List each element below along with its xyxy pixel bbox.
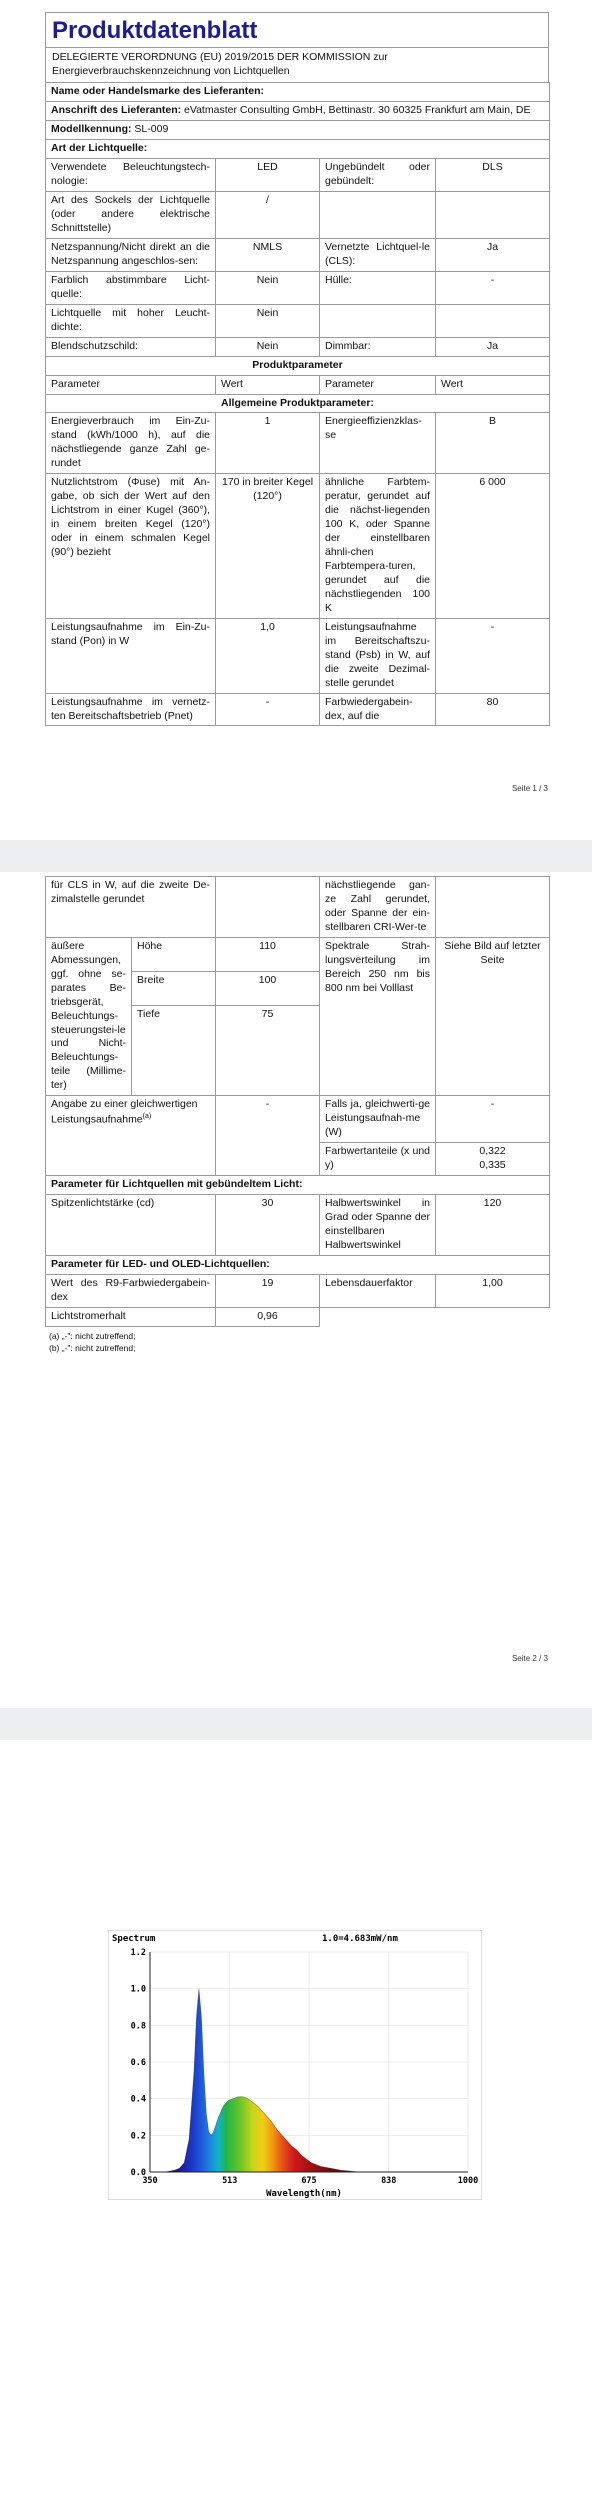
type-value: LED xyxy=(216,159,320,192)
type-row xyxy=(46,192,550,239)
column-header-parameter: Parameter xyxy=(46,375,216,394)
param-value xyxy=(436,877,550,938)
chart-scale-note: 1.0=4.683mW/nm xyxy=(322,1934,398,1944)
footnote-a: (a) „-": nicht zutreffend; xyxy=(49,1330,136,1341)
param-label: Spitzenlichtstärke (cd) xyxy=(46,1195,216,1256)
chart-title: Spectrum xyxy=(112,1934,156,1944)
type-label: Blendschutzschild: xyxy=(46,337,216,356)
type-label: Art des Sockels der Lichtquelle (oder andere elektrische Schnittstelle) xyxy=(46,192,216,239)
column-header-parameter: Parameter xyxy=(320,375,436,394)
param-value xyxy=(216,877,320,938)
general-params-header: Allgemeine Produktparameter: xyxy=(46,394,550,413)
type-label: Dimmbar: xyxy=(320,337,436,356)
address-row xyxy=(46,102,550,121)
chromaticity-x: 0,322 xyxy=(479,1145,506,1158)
param-value: - xyxy=(436,618,550,693)
page-1 xyxy=(0,0,592,840)
param-value: 80 xyxy=(436,693,550,726)
param-label: nächstliegende gan-ze Zahl gerundet, oder Spanne der ein-stellbaren CRI-Wer-te xyxy=(320,877,436,938)
y-tick-label: 0.8 xyxy=(130,2021,146,2032)
x-tick-label: 350 xyxy=(142,2176,158,2186)
address-value: eVatmaster Consulting GmbH, Bettinastr. 30 60325 Frankfurt am Main, DE xyxy=(184,104,531,117)
type-header-row xyxy=(46,140,550,159)
page-separator xyxy=(0,840,592,872)
param-label: Leistungsaufnahme im vernetz-ten Bereitschaftsbetrieb (Pnet) xyxy=(46,693,216,726)
column-header-row xyxy=(46,375,550,394)
type-row xyxy=(46,304,550,337)
model-row xyxy=(46,121,550,140)
type-value: - xyxy=(436,271,550,304)
datasheet-frame xyxy=(45,876,549,1355)
y-tick-label: 0.2 xyxy=(130,2131,146,2142)
type-row xyxy=(46,271,550,304)
param-label: Farbwiedergabein-dex, auf die xyxy=(320,693,436,726)
param-row xyxy=(46,413,550,474)
y-tick-label: 1.0 xyxy=(130,1984,146,1995)
param-value: 0,96 xyxy=(216,1307,320,1326)
dls-header-row xyxy=(46,1176,550,1195)
spectral-value: Siehe Bild auf letzter Seite xyxy=(436,937,550,1095)
param-value: 6 000 xyxy=(436,474,550,619)
param-value: - xyxy=(216,693,320,726)
type-header: Art der Lichtquelle: xyxy=(46,140,550,159)
column-header-value: Wert xyxy=(216,375,320,394)
type-value xyxy=(436,192,550,239)
equivalent-power-value: - xyxy=(436,1096,550,1143)
param-value: 120 xyxy=(436,1195,550,1256)
type-label: Hülle: xyxy=(320,271,436,304)
param-label: Leistungsaufnahme im Ein-Zu-stand (Pon) in W xyxy=(46,618,216,693)
equivalent-row xyxy=(46,1096,550,1143)
param-label: Lichtstromerhalt xyxy=(46,1307,216,1326)
y-tick-label: 0.4 xyxy=(130,2094,146,2105)
page-2 xyxy=(0,872,592,1708)
chromaticity-y: 0,335 xyxy=(479,1159,506,1172)
chart-x-axis-label: Wavelength(nm) xyxy=(266,2189,342,2199)
regulation-subtitle: DELEGIERTE VERORDNUNG (EU) 2019/2015 DER KOMMISSION zur Energieverbrauchskennzeichnung von Lichtquellen xyxy=(45,47,549,82)
general-header-row xyxy=(46,394,550,413)
type-value: Nein xyxy=(216,304,320,337)
type-label: Lichtquelle mit hoher Leucht-dichte: xyxy=(46,304,216,337)
model-label: Modellkennung: xyxy=(51,123,132,136)
dimension-value: 110 xyxy=(216,937,320,971)
param-row xyxy=(46,618,550,693)
product-params-header-row xyxy=(46,356,550,375)
param-row xyxy=(46,1307,550,1326)
type-row xyxy=(46,238,550,271)
type-label: Vernetzte Lichtquel-le (CLS): xyxy=(320,238,436,271)
x-tick-label: 513 xyxy=(222,2176,238,2186)
param-value: B xyxy=(436,413,550,474)
page-number: Seite 1 / 3 xyxy=(511,784,548,793)
param-label: Leistungsaufnahme im Bereitschaftszu-stand (Psb) in W, auf die zweite Dezimal-stelle gerundet xyxy=(320,618,436,693)
y-tick-label: 0.6 xyxy=(130,2058,146,2068)
continued-row xyxy=(46,877,550,938)
type-value: Ja xyxy=(436,238,550,271)
x-tick-label: 838 xyxy=(381,2176,397,2186)
param-label: Energieeffizienzklas-se xyxy=(320,413,436,474)
type-label: Netzspannung/Nicht direkt an die Netzspannung angeschlos-sen: xyxy=(46,238,216,271)
param-label: Energieverbrauch im Ein-Zu-stand (kWh/1000 h), auf die nächstliegende ganze Zahl ge-rundet xyxy=(46,413,216,474)
page-title: Produktdatenblatt xyxy=(45,12,549,47)
dls-params-header: Parameter für Lichtquellen mit gebündeltem Licht: xyxy=(46,1176,550,1195)
dimension-name: Tiefe xyxy=(132,1006,216,1096)
page-3 xyxy=(0,1740,592,2510)
model-value: SL-009 xyxy=(134,123,169,136)
param-row xyxy=(46,693,550,726)
param-row xyxy=(46,1195,550,1256)
param-value: 1 xyxy=(216,413,320,474)
param-row xyxy=(46,474,550,619)
dimensions-row xyxy=(46,937,550,971)
type-label: Verwendete Beleuchtungstech-nologie: xyxy=(46,159,216,192)
type-value xyxy=(436,304,550,337)
dimensions-label: äußere Abmessungen, ggf. ohne se-parates Be-triebsgerät, Beleuchtungs-steuerungstei-le und Nicht-Beleuchtungs-teile (Millime-ter) xyxy=(46,937,132,1095)
dimension-value: 75 xyxy=(216,1006,320,1096)
param-value: 1,0 xyxy=(216,618,320,693)
dimension-name: Höhe xyxy=(132,937,216,971)
y-tick-label: 0.0 xyxy=(130,2168,146,2178)
led-header-row xyxy=(46,1255,550,1274)
type-value: NMLS xyxy=(216,238,320,271)
type-value: Ja xyxy=(436,337,550,356)
datasheet-table xyxy=(45,82,550,726)
footnote-ref: (a) xyxy=(142,1113,152,1121)
type-row xyxy=(46,159,550,192)
led-params-header: Parameter für LED- und OLED-Lichtquellen: xyxy=(46,1255,550,1274)
footnotes xyxy=(45,1327,549,1356)
type-row xyxy=(46,337,550,356)
brand-label: Name oder Handelsmarke des Lieferanten: xyxy=(46,83,550,102)
type-label: Ungebündelt oder gebündelt: xyxy=(320,159,436,192)
param-value: 30 xyxy=(216,1195,320,1256)
x-tick-label: 675 xyxy=(301,2176,317,2186)
chromaticity-label: Farbwertanteile (x und y) xyxy=(320,1143,436,1176)
param-value: 19 xyxy=(216,1274,320,1307)
page-separator xyxy=(0,1708,592,1740)
param-label: Nutzlichtstrom (Φuse) mit An-gabe, ob sich der Wert auf den Lichtstrom in einer Kugel (360°), in einem breiten Kegel (120°) oder in einem schmalen Kegel (90°) bezieht xyxy=(46,474,216,619)
y-tick-label: 1.2 xyxy=(130,1948,146,1958)
type-value: Nein xyxy=(216,337,320,356)
type-label xyxy=(320,192,436,239)
column-header-value: Wert xyxy=(436,375,550,394)
type-value: Nein xyxy=(216,271,320,304)
type-value: / xyxy=(216,192,320,239)
param-value: 1,00 xyxy=(436,1274,550,1307)
datasheet-table-continued xyxy=(45,876,550,1327)
brand-row xyxy=(46,83,550,102)
equivalent-power-label: Falls ja, gleichwerti-ge Leistungsaufnah-me (W) xyxy=(320,1096,436,1143)
param-label: für CLS in W, auf die zweite De-zimalstelle gerundet xyxy=(46,877,216,938)
param-row xyxy=(46,1274,550,1307)
footnote-b: (b) „-": nicht zutreffend; xyxy=(49,1343,136,1354)
page-number: Seite 2 / 3 xyxy=(511,1654,548,1663)
param-label: Lebensdauerfaktor xyxy=(320,1274,436,1307)
dimension-name: Breite xyxy=(132,972,216,1006)
equivalent-label: Angabe zu einer gleichwertigen Leistungsaufnahme xyxy=(51,1098,198,1126)
dimension-value: 100 xyxy=(216,972,320,1006)
param-label: Wert des R9-Farbwiedergabein-dex xyxy=(46,1274,216,1307)
type-label: Farblich abstimmbare Licht-quelle: xyxy=(46,271,216,304)
spectrum-chart xyxy=(108,1930,482,2200)
param-label: Halbwertswinkel in Grad oder Spanne der einstellbaren Halbwertswinkel xyxy=(320,1195,436,1256)
spectral-label: Spektrale Strah-lungsverteilung im Bereich 250 nm bis 800 nm bei Volllast xyxy=(320,937,436,1095)
param-label: ähnliche Farbtem-peratur, gerundet auf die nächst-liegenden 100 K, oder Spanne der einstellbaren ähnli-chen Farbtempera-turen, gerundet auf die nächstliegenden 100 K xyxy=(320,474,436,619)
equivalent-value: - xyxy=(216,1096,320,1176)
type-label xyxy=(320,304,436,337)
address-label: Anschrift des Lieferanten: xyxy=(51,104,182,117)
x-tick-label: 1000 xyxy=(457,2176,479,2186)
datasheet-frame xyxy=(45,12,549,726)
product-params-header: Produktparameter xyxy=(46,356,550,375)
param-value: 170 in breiter Kegel (120°) xyxy=(216,474,320,619)
type-value: DLS xyxy=(436,159,550,192)
